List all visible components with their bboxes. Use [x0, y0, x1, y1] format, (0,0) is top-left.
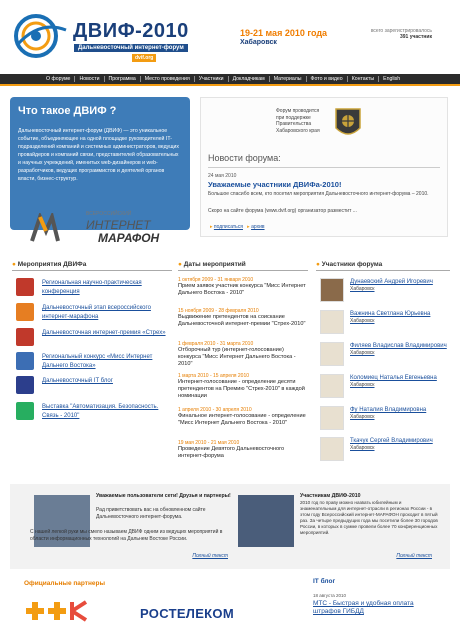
letter-body-continued: С нашей легкой руки мы смело называем ДВИФ одним из ведущих мероприятий в области информационных технологий на Дальнем Востоке России.	[30, 529, 223, 542]
award-icon	[16, 328, 34, 346]
header	[0, 0, 460, 72]
it-blog-title[interactable]: IT блог	[313, 578, 336, 585]
news-text: Большое спасибо всем, кто посетил мероприятия Дальневосточного интернет-форума – 2010.	[208, 191, 429, 197]
nav-item-news[interactable]: Новости	[74, 76, 103, 82]
letter-heading: Уважаемые пользователи сети! Друзья и партнеры!	[96, 493, 231, 499]
participants-divider	[316, 270, 450, 271]
welcome-letter	[28, 489, 234, 567]
nav-item-english[interactable]: English	[378, 76, 404, 82]
participant-item[interactable]: Дунаевский Андрей Игоревич Хабаровск	[320, 278, 450, 308]
event-date: 19-21 мая 2010 года	[240, 28, 328, 38]
it-blog-link[interactable]: МТС - Быстрая и удобная оплата штрафов ГИБДД	[313, 600, 414, 615]
conference-icon	[16, 278, 34, 296]
avatar[interactable]	[320, 342, 344, 366]
news-divider	[208, 167, 440, 168]
news-headline[interactable]: Уважаемые участники ДВИФа-2010!	[208, 180, 342, 189]
miss-internet-icon	[16, 352, 34, 370]
author-photo	[238, 495, 294, 547]
rostelecom-logo[interactable]: РОСТЕЛЕКОМ	[140, 606, 234, 621]
participants-letter	[232, 489, 438, 567]
events-divider	[12, 270, 172, 271]
nav-item-about[interactable]: О форуме	[46, 76, 71, 82]
government-support-text: Форум проводится при поддержке Правительства Хабаровского края	[276, 108, 320, 134]
brand-url: dvif.org	[132, 54, 156, 62]
participant-item[interactable]: Фу Наталия Владимировна Хабаровск	[320, 406, 450, 436]
about-title: Что такое ДВИФ ?	[18, 105, 117, 117]
date-entry: 1 февраля 2010 - 31 марта 2010 Отборочный тур (интернет-голосование) конкурса "Мисс Интернет Дальнего Востока - 2010"	[178, 341, 296, 367]
dates-section-title: ● Даты мероприятий	[178, 261, 246, 268]
date-entry: 15 ноября 2009 - 28 февраля 2010 Выдвижение претендентов на соискание Дальневосточной интернет-премии "Стрех-2010"	[178, 308, 306, 327]
it-blog-icon	[16, 376, 34, 394]
bullet-icon: ●	[12, 261, 18, 268]
registration-label: всего зарегистрировалось	[370, 28, 432, 34]
nav-item-media[interactable]: Фото и видео	[306, 76, 347, 82]
participants-section-title: ● Участники форума	[316, 261, 383, 268]
nav-item-participants[interactable]: Участники	[194, 76, 228, 82]
forum-logo-icon[interactable]	[10, 10, 70, 62]
bullet-icon: ▸	[247, 224, 252, 230]
participant-item[interactable]: Ткачук Сергей Владимирович Хабаровск	[320, 437, 450, 467]
nav-item-materials[interactable]: Материалы	[269, 76, 306, 82]
date-entry: 1 марта 2010 - 15 апреля 2010 Интернет-голосование - определение десяти претендентов на Премию "Стрех-2010" в каждой номинации	[178, 373, 305, 399]
internet-marathon-banner[interactable]	[30, 207, 190, 251]
participant-item[interactable]: Важнина Светлана Юрьевна Хабаровск	[320, 310, 450, 340]
nav-item-venue[interactable]: Место проведения	[140, 76, 194, 82]
archive-link[interactable]: архив	[251, 224, 265, 230]
avatar[interactable]	[320, 310, 344, 334]
marathon-icon	[16, 303, 34, 321]
subscribe-link[interactable]: подписаться	[213, 224, 243, 230]
nav-item-speakers[interactable]: Докладчикам	[228, 76, 269, 82]
letter-heading: Участникам ДВИФ-2010	[300, 493, 361, 499]
government-emblem-icon	[333, 106, 363, 142]
marathon-small: ВСЕРОССИЙСКИЙ	[86, 211, 132, 217]
full-text-link[interactable]: Полный текст	[192, 553, 228, 559]
news-date: 24 мая 2010	[208, 173, 237, 179]
bullet-icon: ●	[316, 261, 322, 268]
avatar[interactable]	[320, 437, 344, 461]
letter-body: Рад приветствовать вас на обновленном сайте Дальневосточного интернет-форума.	[96, 507, 206, 520]
events-section-title: ● Мероприятия ДВИФа	[12, 261, 87, 268]
participant-item[interactable]: Филяев Владислав Владимирович Хабаровск	[320, 342, 450, 372]
news-section-title: Новости форума:	[208, 153, 281, 163]
registration-counter	[356, 28, 432, 40]
full-text-link[interactable]: Полный текст	[396, 553, 432, 559]
dates-divider	[178, 270, 308, 271]
brand-subtitle: Дальневосточный интернет-форум	[74, 44, 188, 52]
marathon-logo-icon	[30, 213, 60, 243]
nav-item-program[interactable]: Программа	[104, 76, 140, 82]
partners-title: Официальные партнеры	[24, 580, 106, 587]
exhibition-icon	[16, 402, 34, 420]
participant-item[interactable]: Коломиец Наталья Евгеньевна Хабаровск	[320, 374, 450, 404]
bullet-icon: ▸	[210, 224, 214, 230]
about-text: Дальневосточный интернет-форум (ДВИФ) — это уникальное событие, объединяющее на одной площадке руководителей IT-подразделений компаний и системных администраторов, ведущих провайдеров и компаний связи, представителей образовательных и научных учреждений, именитых web-дизайнеров и web-разработчиков, ведущих программистов и деятелей органов власти, бизнес-структур.	[18, 128, 179, 182]
date-entry: 1 октября 2009 - 31 января 2010 Прием заявок участник конкурса "Мисс Интернет Дальнего Востока - 2010"	[178, 277, 306, 296]
main-nav	[0, 74, 460, 86]
brand-title[interactable]: ДВИФ-2010	[73, 20, 189, 42]
news-links	[210, 224, 265, 230]
mts-plus-logo-icon[interactable]	[24, 600, 94, 622]
avatar[interactable]	[320, 278, 344, 302]
date-entry: 1 апреля 2010 - 30 апреля 2010 Финальное интернет-голосование - определение "Мисс Интернет Дальнего Востока - 2010"	[178, 407, 306, 426]
event-city: Хабаровск	[240, 39, 277, 46]
registration-count: 391 участник	[399, 34, 432, 40]
news-text-more: Скоро на сайте форума (www.dvif.org) организатор разместит ...	[208, 208, 357, 214]
avatar[interactable]	[320, 374, 344, 398]
it-blog-date: 18 августа 2010	[313, 593, 347, 598]
bullet-icon: ●	[178, 261, 184, 268]
marathon-line2: МАРАФОН	[98, 231, 160, 245]
date-entry: 19 мая 2010 - 21 мая 2010 Проведение Девятого Дальневосточного интернет-форума	[178, 440, 285, 459]
marathon-line1: ИНТЕРНЕТ	[86, 218, 151, 232]
letter-body: 2010 год по праву можно назвать юбилейным и знаменательным для интернет-отрасли в регионах России - в этом году Всероссийский интернет-МАРАФОН проходит в пятый раз. За четыре предыдущих года мы посетили более 30 городов России, в которых в сумме провели более 70 конференционных мероприятий.	[300, 500, 438, 535]
nav-item-contacts[interactable]: Контакты	[347, 76, 378, 82]
avatar[interactable]	[320, 406, 344, 430]
